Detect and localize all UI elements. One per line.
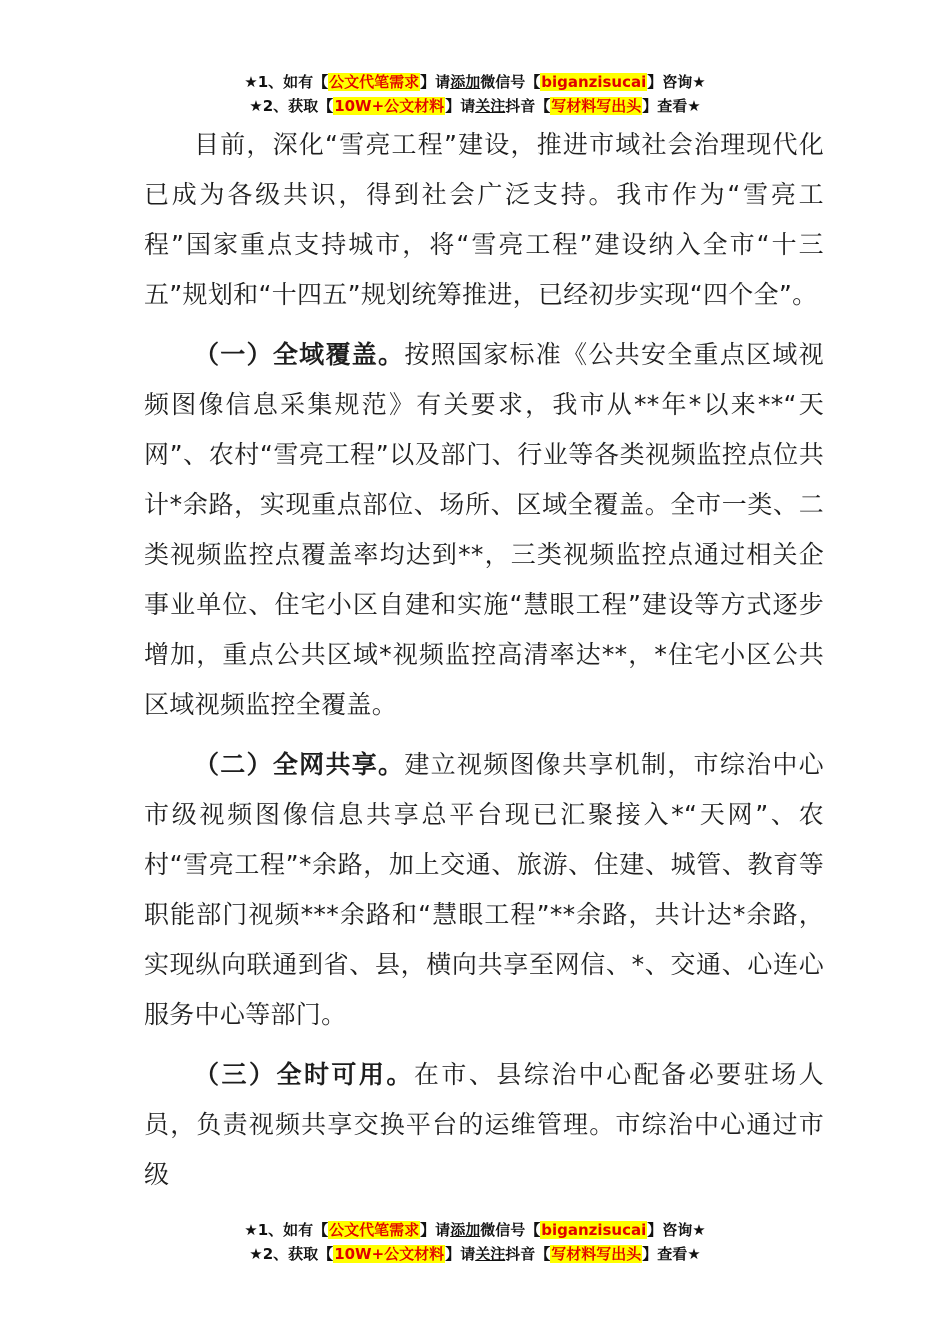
banner-text: 微信号【	[480, 73, 541, 91]
banner-highlight: 写材料写出头	[551, 1245, 642, 1263]
section-heading-3: （三）全时可用。	[194, 1060, 414, 1089]
banner-line-2	[0, 1242, 950, 1266]
banner-text: 】请	[445, 1245, 476, 1263]
section-paragraph-1	[144, 330, 824, 730]
banner-text: 】请	[420, 1221, 451, 1239]
banner-highlight: biganzisucai	[541, 1221, 647, 1239]
banner-highlight: 10W+公文材料	[334, 1245, 445, 1263]
banner-text: 抖音【	[505, 1245, 551, 1263]
banner-text: 】请	[445, 97, 476, 115]
banner-text: ★2、获取【	[249, 97, 334, 115]
banner-text: 】咨询★	[647, 73, 706, 91]
banner-text: 抖音【	[505, 97, 551, 115]
section-heading-2: （二）全网共享。	[194, 750, 405, 779]
banner-underline: 添加	[450, 1221, 481, 1239]
footer-banner	[0, 1218, 950, 1266]
banner-highlight: 写材料写出头	[551, 97, 642, 115]
header-banner	[0, 70, 950, 118]
banner-underline: 添加	[450, 73, 481, 91]
banner-text: 】请	[420, 73, 451, 91]
banner-text: 】查看★	[642, 1245, 701, 1263]
banner-highlight: 10W+公文材料	[334, 97, 445, 115]
banner-text: 】咨询★	[647, 1221, 706, 1239]
section-heading-1: （一）全域覆盖。	[194, 340, 405, 369]
banner-text: ★1、如有【	[244, 73, 329, 91]
banner-highlight: 公文代笔需求	[329, 73, 420, 91]
banner-text: 】查看★	[642, 97, 701, 115]
banner-underline: 关注	[475, 97, 506, 115]
intro-paragraph: 目前，深化“雪亮工程”建设，推进市域社会治理现代化已成为各级共识，得到社会广泛支持。我市作为“雪亮工程”国家重点支持城市，将“雪亮工程”建设纳入全市“十三五”规划和“十四五”规划统筹推进，已经初步实现“四个全”。	[144, 130, 824, 309]
banner-highlight: biganzisucai	[541, 73, 647, 91]
section-paragraph-3	[144, 1050, 824, 1200]
section-body-1: 按照国家标准《公共安全重点区域视频图像信息采集规范》有关要求，我市从**年*以来**“天网”、农村“雪亮工程”以及部门、行业等各类视频监控点位共计*余路，实现重点部位、场所、区域全覆盖。全市一类、二类视频监控点覆盖率均达到**，三类视频监控点通过相关企事业单位、住宅小区自建和实施“慧眼工程”建设等方式逐步增加，重点公共区域*视频监控高清率达**，*住宅小区公共区域视频监控全覆盖。	[144, 340, 824, 719]
banner-text: 微信号【	[480, 1221, 541, 1239]
banner-underline: 关注	[475, 1245, 506, 1263]
section-body-3: 在市、县综治中心配备必要驻场人员，负责视频共享交换平台的运维管理。市综治中心通过市级	[144, 1060, 824, 1189]
banner-highlight: 公文代笔需求	[329, 1221, 420, 1239]
banner-text: ★1、如有【	[244, 1221, 329, 1239]
banner-line-2	[0, 94, 950, 118]
section-paragraph-2	[144, 740, 824, 1040]
banner-line-1	[0, 1218, 950, 1242]
banner-line-1	[0, 70, 950, 94]
document-body	[144, 120, 824, 1200]
banner-text: ★2、获取【	[249, 1245, 334, 1263]
section-body-2: 建立视频图像共享机制，市综治中心市级视频图像信息共享总平台现已汇聚接入*“天网”、农村“雪亮工程”*余路，加上交通、旅游、住建、城管、教育等职能部门视频***余路和“慧眼工程”**余路，共计达*余路，实现纵向联通到省、县，横向共享至网信、*、交通、心连心服务中心等部门。	[144, 750, 824, 1029]
